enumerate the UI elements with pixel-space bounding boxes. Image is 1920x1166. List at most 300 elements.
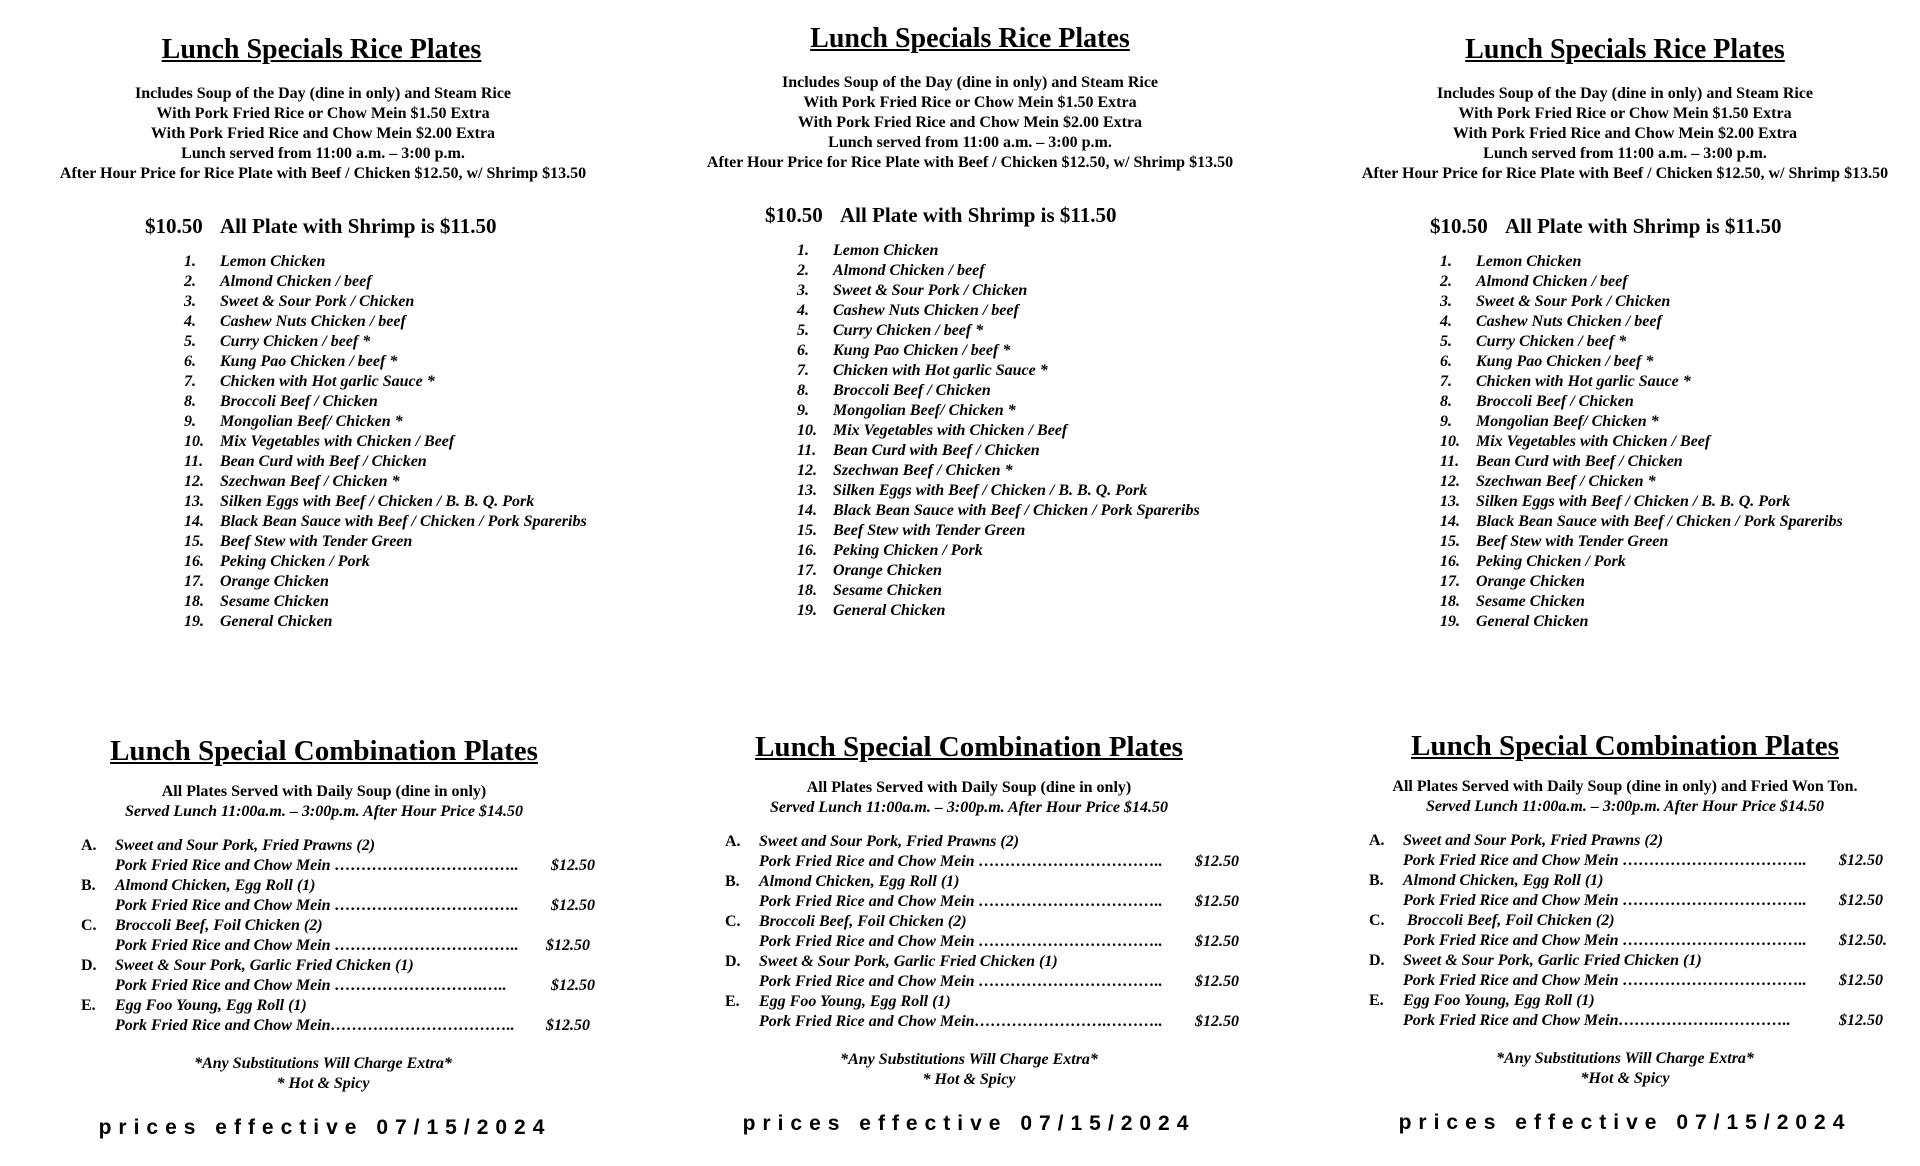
item-name: Chicken with Hot garlic Sauce * — [1476, 373, 1691, 390]
item-name: Kung Pao Chicken / beef * — [833, 342, 1011, 359]
combo-main: Broccoli Beef, Foil Chicken (2) — [759, 913, 967, 930]
combo-letter: C. — [1369, 912, 1385, 929]
item-number: 10. — [797, 422, 817, 439]
rice-plates-info — [0, 84, 640, 184]
item-number: 6. — [797, 342, 809, 359]
combo-info-line: All Plates Served with Daily Soup (dine in only) and Fried Won Ton. — [1392, 778, 1858, 795]
item-number: 11. — [797, 442, 817, 459]
combination-footnotes — [1280, 1049, 1920, 1089]
item-name: Peking Chicken / Pork — [220, 553, 370, 570]
combo-item — [1369, 871, 1920, 911]
combo-side: Pork Fried Rice and Chow Mein……………….………….. — [1403, 1012, 1791, 1029]
item-number: 5. — [1440, 333, 1452, 350]
prices-effective: prices effective 07/15/2024 — [742, 1112, 1196, 1135]
list-item — [1440, 372, 1920, 392]
combo-price: $12.50 — [1195, 933, 1239, 950]
rice-base-price: $10.50 — [145, 214, 203, 238]
list-item — [184, 552, 640, 572]
item-number: 14. — [797, 502, 817, 519]
rice-price-line — [640, 202, 1280, 228]
list-item — [797, 361, 1280, 381]
item-name: Silken Eggs with Beef / Chicken / B. B. Q. Pork — [833, 482, 1148, 499]
item-number: 8. — [797, 382, 809, 399]
item-name: Bean Curd with Beef / Chicken — [1476, 453, 1683, 470]
list-item — [797, 241, 1280, 261]
rice-plates-title: Lunch Specials Rice Plates — [161, 34, 482, 65]
combo-main: Egg Foo Young, Egg Roll (1) — [759, 993, 951, 1010]
combo-main: Sweet & Sour Pork, Garlic Fried Chicken (1) — [115, 957, 414, 974]
item-number: 7. — [184, 373, 196, 390]
info-line: With Pork Fried Rice and Chow Mein $2.00 Extra — [1452, 125, 1798, 142]
info-line: After Hour Price for Rice Plate with Beef / Chicken $12.50, w/ Shrimp $13.50 — [706, 154, 1234, 171]
list-item — [184, 512, 640, 532]
list-item — [1440, 312, 1920, 332]
rice-price-line — [0, 213, 640, 239]
combo-main: Almond Chicken, Egg Roll (1) — [1403, 872, 1604, 889]
combo-main: Sweet and Sour Pork, Fried Prawns (2) — [759, 833, 1020, 850]
item-name: Curry Chicken / beef * — [833, 322, 984, 339]
combo-price: $12.50 — [1195, 853, 1239, 870]
combo-letter: D. — [725, 953, 741, 970]
combo-item — [725, 832, 1280, 872]
combo-item — [1369, 831, 1920, 871]
item-number: 6. — [1440, 353, 1452, 370]
combo-price: $12.50 — [551, 977, 595, 994]
combo-item — [1369, 911, 1920, 951]
item-number: 13. — [797, 482, 817, 499]
info-line: Lunch served from 11:00 a.m. – 3:00 p.m. — [181, 145, 465, 162]
item-number: 5. — [797, 322, 809, 339]
item-number: 17. — [797, 562, 817, 579]
combo-letter: D. — [1369, 952, 1385, 969]
item-name: Sesame Chicken — [833, 582, 942, 599]
list-item — [797, 381, 1280, 401]
list-item — [797, 281, 1280, 301]
list-item — [797, 421, 1280, 441]
info-line: With Pork Fried Rice and Chow Mein $2.00 Extra — [150, 125, 496, 142]
combo-price: $12.50 — [551, 857, 595, 874]
list-item — [1440, 252, 1920, 272]
info-line: With Pork Fried Rice or Chow Mein $1.50 Extra — [156, 105, 490, 122]
combo-main: Egg Foo Young, Egg Roll (1) — [1403, 992, 1595, 1009]
list-item — [1440, 332, 1920, 352]
combo-item — [725, 992, 1280, 1032]
combination-footnotes — [0, 1054, 640, 1094]
combo-info-line: Served Lunch 11:00a.m. – 3:00p.m. After Hour Price $14.50 — [1425, 798, 1825, 815]
combo-item — [81, 996, 640, 1036]
combo-item — [81, 916, 640, 956]
item-name: General Chicken — [220, 613, 333, 630]
list-item — [1440, 292, 1920, 312]
item-name: General Chicken — [833, 602, 946, 619]
combo-letter: B. — [1369, 872, 1384, 889]
item-number: 18. — [1440, 593, 1460, 610]
list-item — [184, 592, 640, 612]
list-item — [184, 372, 640, 392]
item-number: 18. — [184, 593, 204, 610]
combo-letter: E. — [1369, 992, 1384, 1009]
item-number: 15. — [797, 522, 817, 539]
combo-item — [725, 872, 1280, 912]
combo-item — [81, 836, 640, 876]
combo-main: Egg Foo Young, Egg Roll (1) — [115, 997, 307, 1014]
item-name: Orange Chicken — [220, 573, 329, 590]
list-item — [1440, 492, 1920, 512]
substitution-note: *Any Substitutions Will Charge Extra* — [1496, 1050, 1754, 1067]
item-name: Szechwan Beef / Chicken * — [833, 462, 1013, 479]
list-item — [797, 401, 1280, 421]
rice-base-price: $10.50 — [765, 203, 823, 227]
item-name: Silken Eggs with Beef / Chicken / B. B. Q. Pork — [220, 493, 535, 510]
list-item — [797, 581, 1280, 601]
list-item — [1440, 552, 1920, 572]
item-number: 12. — [184, 473, 204, 490]
item-name: Mix Vegetables with Chicken / Beef — [1476, 433, 1711, 450]
list-item — [797, 601, 1280, 621]
combo-side: Pork Fried Rice and Chow Mein …………………………….. — [1403, 972, 1807, 989]
item-number: 9. — [184, 413, 196, 430]
rice-plates-list — [1280, 252, 1920, 632]
combo-item — [81, 956, 640, 996]
list-item — [797, 301, 1280, 321]
combo-main: Almond Chicken, Egg Roll (1) — [759, 873, 960, 890]
item-name: Sweet & Sour Pork / Chicken — [220, 293, 415, 310]
item-number: 10. — [184, 433, 204, 450]
item-number: 3. — [797, 282, 809, 299]
list-item — [184, 392, 640, 412]
combo-price: $12.50 — [551, 897, 595, 914]
combo-price: $12.50 — [1839, 972, 1883, 989]
item-number: 19. — [184, 613, 204, 630]
combo-main: Almond Chicken, Egg Roll (1) — [115, 877, 316, 894]
combo-info-line: Served Lunch 11:00a.m. – 3:00p.m. After Hour Price $14.50 — [124, 803, 524, 820]
combo-letter: C. — [81, 917, 97, 934]
item-name: Kung Pao Chicken / beef * — [220, 353, 398, 370]
list-item — [184, 412, 640, 432]
item-number: 16. — [1440, 553, 1460, 570]
list-item — [797, 541, 1280, 561]
combination-plates-title: Lunch Special Combination Plates — [1411, 730, 1839, 762]
item-name: Almond Chicken / beef — [220, 273, 372, 290]
combo-letter: E. — [81, 997, 96, 1014]
item-number: 16. — [797, 542, 817, 559]
rice-plates-list — [640, 241, 1280, 621]
combo-side: Pork Fried Rice and Chow Mein …………………………….. — [759, 933, 1163, 950]
list-item — [797, 441, 1280, 461]
item-number: 10. — [1440, 433, 1460, 450]
list-item — [797, 461, 1280, 481]
combo-side: Pork Fried Rice and Chow Mein …………………………….. — [1403, 892, 1807, 909]
item-number: 3. — [184, 293, 196, 310]
item-number: 1. — [797, 242, 809, 259]
combo-side: Pork Fried Rice and Chow Mein…………………….……….. — [759, 1013, 1163, 1030]
combo-main: Sweet & Sour Pork, Garlic Fried Chicken (1) — [759, 953, 1058, 970]
combo-letter: A. — [81, 837, 97, 854]
list-item — [184, 252, 640, 272]
item-name: Broccoli Beef / Chicken — [1476, 393, 1634, 410]
rice-shrimp-price: All Plate with Shrimp is $11.50 — [220, 214, 497, 238]
combo-letter: B. — [81, 877, 96, 894]
list-item — [184, 292, 640, 312]
list-item — [1440, 592, 1920, 612]
item-name: Beef Stew with Tender Green — [833, 522, 1026, 539]
combo-item — [1369, 951, 1920, 991]
combo-side: Pork Fried Rice and Chow Mein …………………………….. — [1403, 932, 1807, 949]
item-number: 4. — [184, 313, 196, 330]
item-name: Sweet & Sour Pork / Chicken — [833, 282, 1028, 299]
item-number: 1. — [1440, 253, 1452, 270]
item-name: Szechwan Beef / Chicken * — [220, 473, 400, 490]
item-name: Almond Chicken / beef — [1476, 273, 1628, 290]
item-name: Beef Stew with Tender Green — [1476, 533, 1669, 550]
combo-side: Pork Fried Rice and Chow Mein …………………………….. — [115, 937, 519, 954]
item-number: 9. — [1440, 413, 1452, 430]
list-item — [1440, 432, 1920, 452]
combination-plates-section — [640, 730, 1280, 1136]
item-name: Orange Chicken — [833, 562, 942, 579]
list-item — [184, 312, 640, 332]
combo-price: $12.50 — [546, 937, 590, 954]
item-name: Curry Chicken / beef * — [1476, 333, 1627, 350]
substitution-note: *Any Substitutions Will Charge Extra* — [840, 1051, 1098, 1068]
rice-plates-section — [1280, 34, 1920, 632]
item-name: Chicken with Hot garlic Sauce * — [220, 373, 435, 390]
list-item — [1440, 452, 1920, 472]
list-item — [1440, 472, 1920, 492]
item-name: Almond Chicken / beef — [833, 262, 985, 279]
item-name: Lemon Chicken — [833, 242, 939, 259]
list-item — [184, 432, 640, 452]
list-item — [184, 332, 640, 352]
combination-info — [0, 782, 640, 822]
hot-spicy-note: * Hot & Spicy — [276, 1075, 370, 1092]
item-number: 15. — [184, 533, 204, 550]
combo-item — [725, 952, 1280, 992]
item-number: 11. — [1440, 453, 1460, 470]
combo-side: Pork Fried Rice and Chow Mein…………………………….. — [115, 1017, 515, 1034]
combo-side: Pork Fried Rice and Chow Mein ……………………….….. — [115, 977, 507, 994]
combination-footnotes — [640, 1050, 1280, 1090]
item-name: Mongolian Beef/ Chicken * — [220, 413, 403, 430]
item-name: Bean Curd with Beef / Chicken — [220, 453, 427, 470]
list-item — [1440, 272, 1920, 292]
rice-plates-info — [1280, 84, 1920, 184]
rice-base-price: $10.50 — [1430, 214, 1488, 238]
combination-plates-title: Lunch Special Combination Plates — [110, 735, 538, 767]
combination-plates-section — [1280, 729, 1920, 1135]
combo-price: $12.50. — [1839, 932, 1887, 949]
combo-price: $12.50 — [1195, 893, 1239, 910]
combination-plates-section — [0, 734, 640, 1140]
info-line: Includes Soup of the Day (dine in only) and Steam Rice — [1436, 85, 1814, 102]
item-number: 7. — [797, 362, 809, 379]
combo-letter: B. — [725, 873, 740, 890]
list-item — [797, 521, 1280, 541]
list-item — [797, 481, 1280, 501]
combination-list — [1280, 831, 1920, 1031]
item-name: Curry Chicken / beef * — [220, 333, 371, 350]
list-item — [1440, 572, 1920, 592]
combo-letter: D. — [81, 957, 97, 974]
combo-side: Pork Fried Rice and Chow Mein …………………………….. — [1403, 852, 1807, 869]
item-name: Broccoli Beef / Chicken — [833, 382, 991, 399]
item-number: 13. — [184, 493, 204, 510]
info-line: Includes Soup of the Day (dine in only) and Steam Rice — [134, 85, 512, 102]
combo-price: $12.50 — [1839, 852, 1883, 869]
item-number: 15. — [1440, 533, 1460, 550]
list-item — [797, 261, 1280, 281]
item-number: 2. — [184, 273, 196, 290]
combo-price: $12.50 — [546, 1017, 590, 1034]
info-line: Includes Soup of the Day (dine in only) and Steam Rice — [781, 74, 1159, 91]
info-line: Lunch served from 11:00 a.m. – 3:00 p.m. — [828, 134, 1112, 151]
item-name: Mongolian Beef/ Chicken * — [1476, 413, 1659, 430]
combo-item — [81, 876, 640, 916]
rice-plates-title: Lunch Specials Rice Plates — [810, 23, 1130, 54]
prices-effective: prices effective 07/15/2024 — [1398, 1111, 1852, 1134]
combo-letter: A. — [1369, 832, 1385, 849]
rice-plates-info — [640, 73, 1280, 173]
item-name: Black Bean Sauce with Beef / Chicken / Pork Spareribs — [833, 502, 1200, 519]
combo-main: Broccoli Beef, Foil Chicken (2) — [1403, 912, 1615, 929]
combo-letter: C. — [725, 913, 741, 930]
info-line: After Hour Price for Rice Plate with Beef / Chicken $12.50, w/ Shrimp $13.50 — [59, 165, 587, 182]
item-number: 4. — [1440, 313, 1452, 330]
combo-main: Sweet & Sour Pork, Garlic Fried Chicken (1) — [1403, 952, 1702, 969]
combo-side: Pork Fried Rice and Chow Mein …………………………….. — [115, 897, 519, 914]
item-number: 12. — [797, 462, 817, 479]
combo-price: $12.50 — [1839, 1012, 1883, 1029]
rice-shrimp-price: All Plate with Shrimp is $11.50 — [840, 203, 1117, 227]
rice-shrimp-price: All Plate with Shrimp is $11.50 — [1505, 214, 1782, 238]
combination-list — [0, 836, 640, 1036]
combo-main: Broccoli Beef, Foil Chicken (2) — [115, 917, 323, 934]
item-name: Broccoli Beef / Chicken — [220, 393, 378, 410]
item-name: Cashew Nuts Chicken / beef — [1476, 313, 1662, 330]
item-name: Silken Eggs with Beef / Chicken / B. B. Q. Pork — [1476, 493, 1791, 510]
item-number: 19. — [1440, 613, 1460, 630]
item-number: 1. — [184, 253, 196, 270]
list-item — [797, 501, 1280, 521]
item-name: Beef Stew with Tender Green — [220, 533, 413, 550]
info-line: After Hour Price for Rice Plate with Beef / Chicken $12.50, w/ Shrimp $13.50 — [1361, 165, 1889, 182]
item-number: 4. — [797, 302, 809, 319]
list-item — [184, 272, 640, 292]
combo-info-line: All Plates Served with Daily Soup (dine in only) — [806, 779, 1132, 796]
item-number: 3. — [1440, 293, 1452, 310]
list-item — [1440, 412, 1920, 432]
combo-letter: A. — [725, 833, 741, 850]
item-number: 2. — [797, 262, 809, 279]
combo-info-line: All Plates Served with Daily Soup (dine in only) — [161, 783, 487, 800]
item-number: 12. — [1440, 473, 1460, 490]
combination-info — [1280, 777, 1920, 817]
combination-info — [640, 778, 1280, 818]
list-item — [184, 452, 640, 472]
info-line: With Pork Fried Rice or Chow Mein $1.50 Extra — [1458, 105, 1792, 122]
item-number: 18. — [797, 582, 817, 599]
list-item — [184, 572, 640, 592]
item-number: 14. — [184, 513, 204, 530]
info-line: With Pork Fried Rice or Chow Mein $1.50 Extra — [803, 94, 1137, 111]
combination-list — [640, 832, 1280, 1032]
list-item — [184, 472, 640, 492]
prices-effective: prices effective 07/15/2024 — [98, 1116, 552, 1139]
list-item — [1440, 532, 1920, 552]
item-number: 11. — [184, 453, 204, 470]
list-item — [1440, 392, 1920, 412]
item-number: 19. — [797, 602, 817, 619]
item-number: 2. — [1440, 273, 1452, 290]
item-name: Cashew Nuts Chicken / beef — [833, 302, 1019, 319]
combo-side: Pork Fried Rice and Chow Mein …………………………….. — [759, 893, 1163, 910]
item-number: 8. — [1440, 393, 1452, 410]
list-item — [1440, 512, 1920, 532]
item-number: 17. — [1440, 573, 1460, 590]
item-name: Black Bean Sauce with Beef / Chicken / Pork Spareribs — [220, 513, 587, 530]
item-number: 5. — [184, 333, 196, 350]
item-number: 17. — [184, 573, 204, 590]
item-number: 16. — [184, 553, 204, 570]
list-item — [797, 321, 1280, 341]
item-name: Szechwan Beef / Chicken * — [1476, 473, 1656, 490]
combo-side: Pork Fried Rice and Chow Mein …………………………….. — [115, 857, 519, 874]
item-name: Cashew Nuts Chicken / beef — [220, 313, 406, 330]
item-number: 9. — [797, 402, 809, 419]
list-item — [797, 341, 1280, 361]
rice-price-line — [1280, 213, 1920, 239]
list-item — [184, 352, 640, 372]
combo-item — [1369, 991, 1920, 1031]
rice-plates-section — [0, 34, 640, 632]
item-name: Black Bean Sauce with Beef / Chicken / Pork Spareribs — [1476, 513, 1843, 530]
item-name: General Chicken — [1476, 613, 1589, 630]
item-name: Peking Chicken / Pork — [1476, 553, 1626, 570]
item-number: 6. — [184, 353, 196, 370]
combo-letter: E. — [725, 993, 740, 1010]
info-line: Lunch served from 11:00 a.m. – 3:00 p.m. — [1483, 145, 1767, 162]
combo-main: Sweet and Sour Pork, Fried Prawns (2) — [115, 837, 376, 854]
rice-plates-list — [0, 252, 640, 632]
info-line: With Pork Fried Rice and Chow Mein $2.00 Extra — [797, 114, 1143, 131]
hot-spicy-note: * Hot & Spicy — [922, 1071, 1016, 1088]
item-name: Bean Curd with Beef / Chicken — [833, 442, 1040, 459]
combo-price: $12.50 — [1195, 973, 1239, 990]
combo-item — [725, 912, 1280, 952]
item-name: Mongolian Beef/ Chicken * — [833, 402, 1016, 419]
list-item — [184, 492, 640, 512]
item-number: 14. — [1440, 513, 1460, 530]
item-name: Mix Vegetables with Chicken / Beef — [220, 433, 455, 450]
list-item — [184, 612, 640, 632]
substitution-note: *Any Substitutions Will Charge Extra* — [194, 1055, 452, 1072]
hot-spicy-note: *Hot & Spicy — [1580, 1070, 1670, 1087]
item-name: Peking Chicken / Pork — [833, 542, 983, 559]
item-name: Chicken with Hot garlic Sauce * — [833, 362, 1048, 379]
item-number: 7. — [1440, 373, 1452, 390]
list-item — [1440, 352, 1920, 372]
item-name: Orange Chicken — [1476, 573, 1585, 590]
combo-side: Pork Fried Rice and Chow Mein …………………………….. — [759, 853, 1163, 870]
item-name: Sesame Chicken — [1476, 593, 1585, 610]
combo-main: Sweet and Sour Pork, Fried Prawns (2) — [1403, 832, 1664, 849]
combination-plates-title: Lunch Special Combination Plates — [755, 731, 1183, 763]
combo-side: Pork Fried Rice and Chow Mein …………………………….. — [759, 973, 1163, 990]
rice-plates-section — [640, 23, 1280, 621]
combo-price: $12.50 — [1195, 1013, 1239, 1030]
list-item — [1440, 612, 1920, 632]
item-name: Lemon Chicken — [220, 253, 326, 270]
